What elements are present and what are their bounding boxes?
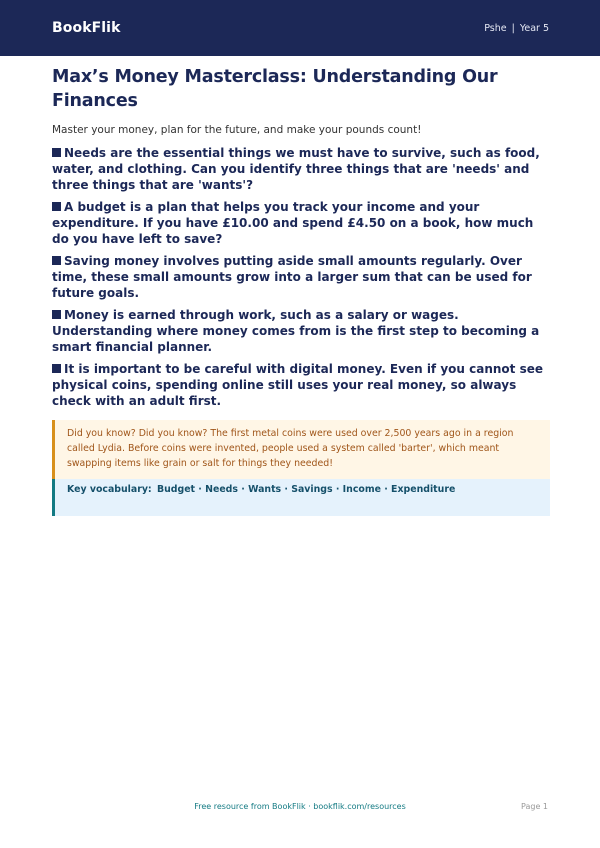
point-text: It is important to be careful with digital money. Even if you cannot see physical coins, spending online still uses your real money, so always check with an adult first. <box>52 362 543 408</box>
point-text: Money is earned through work, such as a salary or wages. Understanding where money comes from is the first step to becoming a smart financial planner. <box>52 308 540 354</box>
square-bullet-icon <box>52 148 61 157</box>
subject-year-label <box>484 23 549 34</box>
point-text: A budget is a plan that helps you track your income and your expenditure. If you have £10.00 and spend £4.50 on a book, how much do you have left to save? <box>52 200 534 246</box>
brand-logo-text[interactable]: BookFlik <box>52 20 121 36</box>
vocab-label: Key vocabulary: <box>67 484 152 495</box>
square-bullet-icon <box>52 310 61 319</box>
page-number: Page 1 <box>521 802 548 811</box>
list-item <box>52 361 550 409</box>
point-text: Saving money involves putting aside small amounts regularly. Over time, these small amounts grow into a larger sum that can be used for future goals. <box>52 254 532 300</box>
page-footer <box>0 802 600 816</box>
did-you-know-callout <box>52 420 550 479</box>
vocab-terms: Budget · Needs · Wants · Savings · Income · Expenditure <box>156 484 456 495</box>
square-bullet-icon <box>52 364 61 373</box>
page-title: Max’s Money Masterclass: Understanding Our Finances <box>52 67 498 111</box>
callout-text: Did you know? Did you know? The first metal coins were used over 2,500 years ago in a region called Lydia. Before coins were invented, people used a system called 'barter', which meant swapping items like grain or salt for things they needed! <box>67 428 514 469</box>
list-item <box>52 199 550 247</box>
page-subtitle: Master your money, plan for the future, and make your pounds count! <box>52 124 422 136</box>
separator: | <box>511 22 515 34</box>
footer-source-link[interactable]: Free resource from BookFlik · bookflik.com/resources <box>194 802 406 811</box>
point-text: Needs are the essential things we must have to survive, such as food, water, and clothing. Can you identify three things that are 'needs' and three things that are 'wants'? <box>52 146 540 192</box>
key-points-list <box>52 145 550 409</box>
list-item <box>52 307 550 355</box>
list-item <box>52 145 550 193</box>
header-bar <box>0 0 600 56</box>
subject-label: Pshe <box>484 22 507 34</box>
key-vocabulary-box <box>52 479 550 516</box>
main-content <box>52 64 550 516</box>
square-bullet-icon <box>52 256 61 265</box>
year-label: Year 5 <box>519 22 549 34</box>
list-item <box>52 253 550 301</box>
square-bullet-icon <box>52 202 61 211</box>
